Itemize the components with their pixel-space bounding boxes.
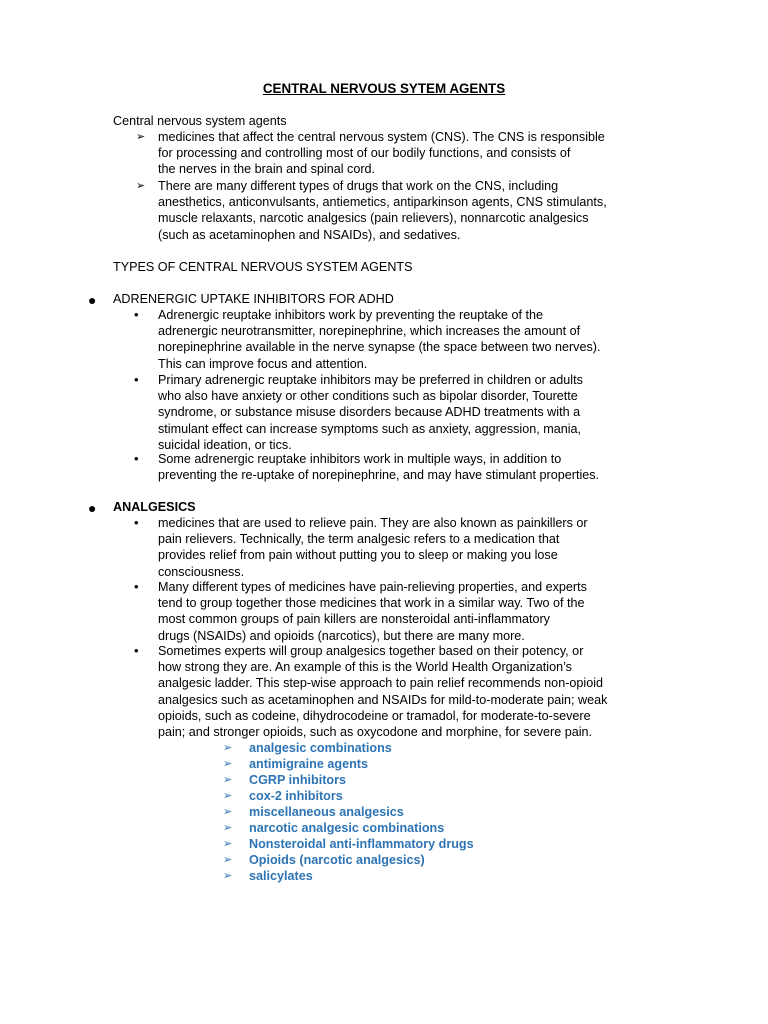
arrow-bullet-icon: ➢ xyxy=(223,790,233,802)
arrow-bullet-icon: ➢ xyxy=(136,180,146,192)
list-item: • Adrenergic reuptake inhibitors work by preventing the reuptake of the adrenergic neurotransmitter, norepinephrine, which increases the amount of norepinephrine available in the nerve synapse (the space between two nerves). This can improve focus and attention. xyxy=(134,307,601,371)
bullet-icon: • xyxy=(134,307,139,322)
types-heading: TYPES OF CENTRAL NERVOUS SYSTEM AGENTS xyxy=(113,260,413,274)
bullet-icon: • xyxy=(134,643,139,658)
arrow-bullet-icon: ➢ xyxy=(223,838,233,850)
intro-point: ➢ medicines that affect the central nervous system (CNS). The CNS is responsible for processing and controlling most of our bodily functions, and consists of the nerves in the brain and spinal cord. xyxy=(136,130,605,177)
link-salicylates[interactable]: ➢ salicylates xyxy=(223,869,313,883)
list-item: • Primary adrenergic reuptake inhibitors may be preferred in children or adults who also have anxiety or other conditions such as bipolar disorder, Tourette syndrome, or substance misuse disorders because ADHD treatments with a stimulant effect can increase symptoms such as anxiety, aggression, mania, suicidal ideation, or tics. xyxy=(134,372,583,452)
arrow-bullet-icon: ➢ xyxy=(223,870,233,882)
bullet-icon: • xyxy=(134,515,139,530)
arrow-bullet-icon: ➢ xyxy=(223,822,233,834)
list-item: • Sometimes experts will group analgesics together based on their potency, or how strong they are. An example of this is the World Health Organization’s analgesic ladder. This step-wise approach to pain relief recommends non-opioid analgesics such as acetaminophen and NSAIDs for mild-to-moderate pain; weak opioids, such as codeine, dihydrocodeine or tramadol, for moderate-to-severe pain; and stronger opioids, such as oxycodone and morphine, for severe pain. xyxy=(134,643,608,740)
link-cgrp-inhibitors[interactable]: ➢ CGRP inhibitors xyxy=(223,773,347,787)
bullet-icon: • xyxy=(134,372,139,387)
link-antimigraine-agents[interactable]: ➢ antimigraine agents xyxy=(223,757,368,771)
analgesics-heading: ANALGESICS xyxy=(113,500,196,514)
arrow-bullet-icon: ➢ xyxy=(223,854,233,866)
adrenergic-heading: ADRENERGIC UPTAKE INHIBITORS FOR ADHD xyxy=(113,292,394,306)
arrow-bullet-icon: ➢ xyxy=(136,131,146,143)
bullet-icon: • xyxy=(134,451,139,466)
arrow-bullet-icon: ➢ xyxy=(223,774,233,786)
link-nsaids[interactable]: ➢ Nonsteroidal anti-inflammatory drugs xyxy=(223,837,474,851)
arrow-bullet-icon: ➢ xyxy=(223,806,233,818)
link-miscellaneous-analgesics[interactable]: ➢ miscellaneous analgesics xyxy=(223,805,404,819)
intro-label: Central nervous system agents xyxy=(113,114,287,128)
link-narcotic-analgesic-combinations[interactable]: ➢ narcotic analgesic combinations xyxy=(223,821,445,835)
list-item: • Some adrenergic reuptake inhibitors work in multiple ways, in addition to preventing the re-uptake of norepinephrine, and may have stimulant properties. xyxy=(134,451,600,483)
link-cox2-inhibitors[interactable]: ➢ cox-2 inhibitors xyxy=(223,789,343,803)
bullet-icon: • xyxy=(134,579,139,594)
arrow-bullet-icon: ➢ xyxy=(223,758,233,770)
list-item: • medicines that are used to relieve pain. They are also known as painkillers or pain relievers. Technically, the term analgesic refers to a medication that provides relief from pain without putting you to sleep or making you lose consciousness. xyxy=(134,515,588,579)
bullet-icon: ● xyxy=(88,500,97,516)
link-analgesic-combinations[interactable]: ➢ analgesic combinations xyxy=(223,741,392,755)
intro-point: ➢ There are many different types of drugs that work on the CNS, including anesthetics, anticonvulsants, antiemetics, antiparkinson agents, CNS stimulants, muscle relaxants, narcotic analgesics (pain relievers), nonnarcotic analgesics (such as acetaminophen and NSAIDs), and sedatives. xyxy=(136,179,607,242)
bullet-icon: ● xyxy=(88,292,97,308)
list-item: • Many different types of medicines have pain-relieving properties, and experts tend to group together those medicines that work in a similar way. Two of the most common groups of pain killers are nonsteroidal anti-inflammatory drugs (NSAIDs) and opioids (narcotics), but there are many more. xyxy=(134,579,587,643)
link-opioids[interactable]: ➢ Opioids (narcotic analgesics) xyxy=(223,853,425,867)
page-title: CENTRAL NERVOUS SYTEM AGENTS xyxy=(262,81,506,96)
arrow-bullet-icon: ➢ xyxy=(223,742,233,754)
